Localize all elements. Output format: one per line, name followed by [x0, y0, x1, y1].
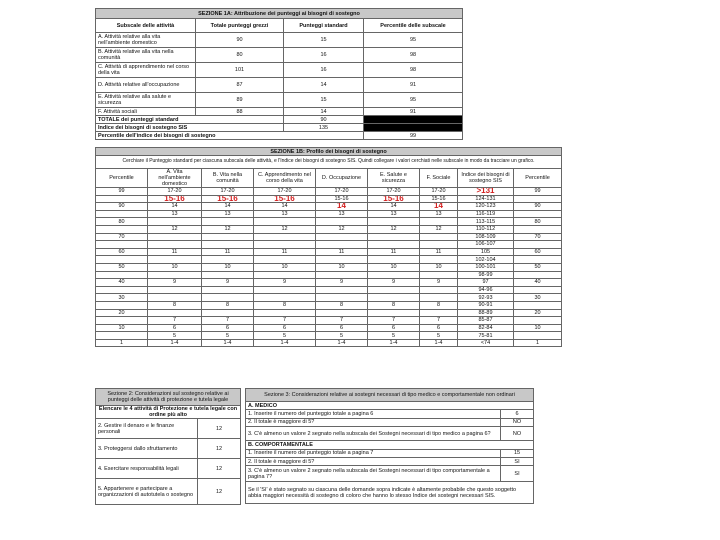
percentile-cell: 90 — [96, 203, 148, 211]
subscale-score-cell: 17-20 — [368, 188, 420, 196]
pct-value: 91 — [364, 78, 463, 93]
subscale-score-cell — [368, 309, 420, 317]
subscale-score-cell: 17-20 — [316, 188, 368, 196]
subscale-score-cell — [254, 286, 316, 294]
comp-a1: 15 — [501, 449, 534, 457]
subscale-score-cell: 14 — [316, 203, 368, 211]
index-value: 135 — [284, 124, 364, 132]
section-2-row-label: 2. Gestire il denaro e le finanze personali — [96, 419, 198, 439]
percentile-cell: 90 — [514, 203, 562, 211]
subscale-score-cell — [148, 256, 202, 264]
subscale-score-cell — [202, 218, 254, 226]
percentile-cell: 40 — [514, 279, 562, 287]
header-b: B. Vita nella comunità — [202, 169, 254, 188]
subscale-score-cell: 15-16 — [368, 195, 420, 203]
subscale-score-cell — [254, 241, 316, 249]
subscale-score-cell — [148, 309, 202, 317]
percentile-value: 99 — [364, 132, 463, 140]
profile-row — [96, 294, 562, 302]
profile-row — [96, 218, 562, 226]
header-d: D. Occupazione — [316, 169, 368, 188]
std-value: 16 — [284, 48, 364, 63]
subscale-score-cell: 17-20 — [420, 188, 458, 196]
pct-value: 91 — [364, 108, 463, 116]
subscale-score-cell: 1-4 — [254, 339, 316, 347]
profile-row — [96, 263, 562, 271]
percentile-cell — [96, 286, 148, 294]
percentile-cell: 99 — [96, 188, 148, 196]
subscale-score-cell: 13 — [148, 210, 202, 218]
subscale-score-cell — [254, 218, 316, 226]
section-2-row-label: 4. Esercitare responsabilità legali — [96, 459, 198, 479]
subscale-score-cell — [368, 241, 420, 249]
raw-value: 89 — [196, 93, 284, 108]
comp-q2: 2. Il totale è maggiore di 5? — [246, 457, 501, 465]
profile-row — [96, 241, 562, 249]
comp-a3: SI — [501, 466, 534, 482]
subscale-score-cell — [316, 294, 368, 302]
row-label: C. Attività di apprendimento nel corso della vita — [96, 63, 196, 78]
percentile-cell: 10 — [96, 324, 148, 332]
profile-row — [96, 203, 562, 211]
subscale-score-cell: 11 — [368, 248, 420, 256]
section-3-note: Se il 'Sì' è stato segnato su ciascuna delle domande sopra indicate è altamente probabile che questo soggetto abbia maggiori necessità di sostegno di coloro che hanno lo stesso Indice dei sostegni necessari SIS. — [246, 482, 534, 504]
subscale-score-cell — [202, 241, 254, 249]
subscale-score-cell — [420, 241, 458, 249]
subscale-score-cell: 14 — [148, 203, 202, 211]
profile-row — [96, 279, 562, 287]
subscale-score-cell: 9 — [420, 279, 458, 287]
subscale-score-cell: 7 — [148, 317, 202, 325]
subscale-score-cell — [368, 256, 420, 264]
index-range-cell: 75-81 — [458, 332, 514, 340]
index-range-cell: 85-87 — [458, 317, 514, 325]
percentile-cell: 60 — [96, 248, 148, 256]
medico-a1: 6 — [501, 410, 534, 418]
subscale-score-cell — [202, 294, 254, 302]
subscale-score-cell: 6 — [254, 324, 316, 332]
index-range-cell: >131 — [458, 188, 514, 196]
subscale-score-cell — [148, 241, 202, 249]
subscale-score-cell — [202, 233, 254, 241]
header-percentile-right: Percentile — [514, 169, 562, 188]
subscale-score-cell: 12 — [316, 225, 368, 233]
subscale-score-cell: 5 — [202, 332, 254, 340]
percentile-cell — [96, 317, 148, 325]
subscale-score-cell: 1-4 — [202, 339, 254, 347]
index-range-cell: 124-131 — [458, 195, 514, 203]
pct-value: 98 — [364, 63, 463, 78]
percentile-cell: 60 — [514, 248, 562, 256]
profile-row — [96, 195, 562, 203]
subscale-score-cell — [368, 233, 420, 241]
profile-row — [96, 225, 562, 233]
percentile-cell: 30 — [514, 294, 562, 302]
index-range-cell: 108-109 — [458, 233, 514, 241]
profile-row — [96, 317, 562, 325]
subscale-score-cell: 6 — [420, 324, 458, 332]
percentile-cell: 50 — [514, 263, 562, 271]
subscale-score-cell: 12 — [368, 225, 420, 233]
subscale-score-cell: 1-4 — [148, 339, 202, 347]
profile-row — [96, 271, 562, 279]
subscale-score-cell: 6 — [316, 324, 368, 332]
percentile-cell — [514, 210, 562, 218]
header-subscale: Subscale delle attività — [96, 19, 196, 33]
index-label: Indice dei bisogni di sostegno SIS — [96, 124, 284, 132]
subscale-score-cell — [420, 218, 458, 226]
section-2-row-label: 5. Appartenere e partecipare a organizzazioni di autotutela o sostegno — [96, 479, 198, 505]
percentile-cell — [96, 271, 148, 279]
subscale-score-cell: 5 — [148, 332, 202, 340]
header-a: A. Vita nell'ambiente domestico — [148, 169, 202, 188]
std-value: 14 — [284, 78, 364, 93]
subscale-score-cell: 8 — [202, 301, 254, 309]
subscale-score-cell: 17-20 — [254, 188, 316, 196]
percentile-cell — [96, 195, 148, 203]
subscale-score-cell: 13 — [202, 210, 254, 218]
header-raw: Totale punteggi grezzi — [196, 19, 284, 33]
section-1b-table — [95, 147, 562, 347]
subscale-score-cell: 10 — [420, 263, 458, 271]
subscale-score-cell: 7 — [254, 317, 316, 325]
subscale-score-cell — [316, 233, 368, 241]
header-c: C. Apprendimento nel corso della vita — [254, 169, 316, 188]
raw-value: 87 — [196, 78, 284, 93]
section-2-subtitle: Elencare le 4 attività di Protezione e tutela legale con ordine più alto — [96, 406, 241, 419]
subscale-score-cell: 5 — [254, 332, 316, 340]
profile-row — [96, 339, 562, 347]
subscale-score-cell: 6 — [148, 324, 202, 332]
percentile-cell — [96, 301, 148, 309]
profile-row — [96, 233, 562, 241]
subscale-score-cell: 8 — [420, 301, 458, 309]
comp-a2: SI — [501, 457, 534, 465]
subscale-score-cell — [254, 256, 316, 264]
subscale-score-cell — [368, 294, 420, 302]
header-e: E. Salute e sicurezza — [368, 169, 420, 188]
subscale-score-cell — [202, 309, 254, 317]
subscale-score-cell — [148, 286, 202, 294]
raw-value: 90 — [196, 33, 284, 48]
subscale-score-cell: 10 — [368, 263, 420, 271]
index-range-cell: 102-104 — [458, 256, 514, 264]
subscale-score-cell — [148, 271, 202, 279]
percentile-cell: 30 — [96, 294, 148, 302]
medico-q3: 3. C'è almeno un valore 2 segnato nella subscala dei Sostegni necessari di tipo medico a pagina 6? — [246, 427, 501, 441]
subscale-score-cell: 10 — [254, 263, 316, 271]
index-range-cell: 92-93 — [458, 294, 514, 302]
index-range-cell: 113-115 — [458, 218, 514, 226]
index-range-cell: 116-119 — [458, 210, 514, 218]
percentile-cell — [514, 271, 562, 279]
index-range-cell: 106-107 — [458, 241, 514, 249]
subscale-score-cell: 9 — [368, 279, 420, 287]
percentile-cell: 1 — [96, 339, 148, 347]
subscale-score-cell — [368, 271, 420, 279]
section-2-row-value: 12 — [198, 479, 241, 505]
section-3-title: Sezione 3: Considerazioni relative ai sostegni necessari di tipo medico e comportamentale non ordinari — [246, 389, 534, 402]
subscale-score-cell: 7 — [368, 317, 420, 325]
subscale-score-cell: 7 — [202, 317, 254, 325]
subscale-score-cell: 15-16 — [316, 195, 368, 203]
profile-row — [96, 332, 562, 340]
profile-row — [96, 324, 562, 332]
subscale-score-cell: 10 — [316, 263, 368, 271]
medico-header: A. MEDICO — [246, 402, 534, 410]
subscale-score-cell: 11 — [148, 248, 202, 256]
subscale-score-cell: 17-20 — [148, 188, 202, 196]
total-label: TOTALE dei punteggi standard — [96, 116, 284, 124]
subscale-score-cell: 12 — [254, 225, 316, 233]
profile-grid-body — [96, 188, 562, 347]
subscale-score-cell: 9 — [148, 279, 202, 287]
subscale-score-cell — [368, 218, 420, 226]
subscale-score-cell: 6 — [202, 324, 254, 332]
subscale-score-cell: 15-16 — [148, 195, 202, 203]
index-range-cell: 90-91 — [458, 301, 514, 309]
percentile-cell — [514, 301, 562, 309]
percentile-cell: 80 — [96, 218, 148, 226]
percentile-cell: 70 — [514, 233, 562, 241]
index-range-cell: 88-89 — [458, 309, 514, 317]
percentile-cell — [96, 332, 148, 340]
subscale-score-cell: 6 — [368, 324, 420, 332]
percentile-cell — [514, 332, 562, 340]
header-pct: Percentile delle subscale — [364, 19, 463, 33]
percentile-cell: 1 — [514, 339, 562, 347]
subscale-score-cell: 14 — [420, 203, 458, 211]
row-label: B. Attività relative alla vita nella comunità — [96, 48, 196, 63]
profile-row — [96, 256, 562, 264]
subscale-score-cell — [420, 309, 458, 317]
index-range-cell: 110-112 — [458, 225, 514, 233]
subscale-score-cell: 14 — [202, 203, 254, 211]
subscale-score-cell: 15-16 — [420, 195, 458, 203]
percentile-cell — [514, 317, 562, 325]
comp-q3: 3. C'è almeno un valore 2 segnato nella subscala dei Sostegni necessari di tipo comportamentale a pagina 7? — [246, 466, 501, 482]
profile-row — [96, 210, 562, 218]
index-range-cell: 94-96 — [458, 286, 514, 294]
percentile-cell: 40 — [96, 279, 148, 287]
index-range-cell: 98-99 — [458, 271, 514, 279]
raw-value: 101 — [196, 63, 284, 78]
subscale-score-cell — [254, 309, 316, 317]
header-index: Indice dei bisogni di sostegno SIS — [458, 169, 514, 188]
index-range-cell: 100-101 — [458, 263, 514, 271]
pct-value: 95 — [364, 33, 463, 48]
index-range-cell: 105 — [458, 248, 514, 256]
subscale-score-cell: 8 — [148, 301, 202, 309]
total-value: 90 — [284, 116, 364, 124]
subscale-score-cell: 5 — [368, 332, 420, 340]
row-label: F. Attività sociali — [96, 108, 196, 116]
subscale-score-cell: 5 — [316, 332, 368, 340]
row-label: D. Attività relative all'occupazione — [96, 78, 196, 93]
subscale-score-cell: 12 — [202, 225, 254, 233]
medico-a3: NO — [501, 427, 534, 441]
index-range-cell: 82-84 — [458, 324, 514, 332]
percentile-cell — [514, 225, 562, 233]
subscale-score-cell: 15-16 — [202, 195, 254, 203]
subscale-score-cell — [420, 294, 458, 302]
subscale-score-cell: 8 — [316, 301, 368, 309]
subscale-score-cell — [420, 286, 458, 294]
subscale-score-cell — [254, 233, 316, 241]
subscale-score-cell: 12 — [420, 225, 458, 233]
section-2-row-value: 12 — [198, 459, 241, 479]
subscale-score-cell: 1-4 — [368, 339, 420, 347]
subscale-score-cell: 17-20 — [202, 188, 254, 196]
percentile-cell: 20 — [514, 309, 562, 317]
comp-header: B. COMPORTAMENTALE — [246, 441, 534, 449]
percentile-cell: 20 — [96, 309, 148, 317]
blacked-cell — [364, 124, 463, 132]
subscale-score-cell: 5 — [420, 332, 458, 340]
subscale-score-cell — [420, 271, 458, 279]
subscale-score-cell — [420, 233, 458, 241]
subscale-score-cell — [148, 294, 202, 302]
percentile-label: Percentile dell'indice dei bisogni di sostegno — [96, 132, 364, 140]
subscale-score-cell: 13 — [420, 210, 458, 218]
subscale-score-cell: 13 — [368, 210, 420, 218]
percentile-cell: 80 — [514, 218, 562, 226]
index-range-cell: <74 — [458, 339, 514, 347]
row-label: E. Attività relative alla salute e sicurezza — [96, 93, 196, 108]
subscale-score-cell: 11 — [254, 248, 316, 256]
subscale-score-cell: 10 — [202, 263, 254, 271]
profile-row — [96, 286, 562, 294]
subscale-score-cell: 15-16 — [254, 195, 316, 203]
subscale-score-cell: 11 — [316, 248, 368, 256]
std-value: 14 — [284, 108, 364, 116]
subscale-score-cell: 11 — [202, 248, 254, 256]
subscale-score-cell: 14 — [368, 203, 420, 211]
subscale-score-cell: 7 — [316, 317, 368, 325]
percentile-cell — [514, 241, 562, 249]
percentile-cell: 10 — [514, 324, 562, 332]
comp-q1: 1. Inserire il numero del punteggio totale a pagina 7 — [246, 449, 501, 457]
subscale-score-cell: 9 — [316, 279, 368, 287]
subscale-score-cell — [202, 271, 254, 279]
profile-row — [96, 301, 562, 309]
percentile-cell: 99 — [514, 188, 562, 196]
section-2-title: Sezione 2: Considerazioni sul sostegno relative ai punteggi delle attività di protezione e tutela legale — [96, 389, 241, 406]
subscale-score-cell: 9 — [254, 279, 316, 287]
subscale-score-cell — [202, 286, 254, 294]
subscale-score-cell — [316, 286, 368, 294]
profile-row — [96, 188, 562, 196]
percentile-cell — [514, 195, 562, 203]
subscale-score-cell: 8 — [368, 301, 420, 309]
section-1a-table — [95, 8, 463, 140]
subscale-score-cell: 13 — [316, 210, 368, 218]
subscale-score-cell — [254, 271, 316, 279]
subscale-score-cell — [316, 218, 368, 226]
subscale-score-cell — [202, 256, 254, 264]
subscale-score-cell: 1-4 — [420, 339, 458, 347]
medico-q1: 1. Inserire il numero del punteggio totale a pagina 6 — [246, 410, 501, 418]
subscale-score-cell — [316, 256, 368, 264]
subscale-score-cell — [254, 294, 316, 302]
pct-value: 98 — [364, 48, 463, 63]
subscale-score-cell: 13 — [254, 210, 316, 218]
percentile-cell — [96, 256, 148, 264]
subscale-score-cell: 12 — [148, 225, 202, 233]
header-std: Punteggi standard — [284, 19, 364, 33]
subscale-score-cell — [368, 286, 420, 294]
percentile-cell — [96, 210, 148, 218]
raw-value: 88 — [196, 108, 284, 116]
pct-value: 95 — [364, 93, 463, 108]
subscale-score-cell: 9 — [202, 279, 254, 287]
percentile-cell — [514, 256, 562, 264]
header-percentile-left: Percentile — [96, 169, 148, 188]
section-1b-title: SEZIONE 1B: Profilo dei bisogni di sostegno — [96, 148, 562, 156]
section-1a-title: SEZIONE 1A: Attribuzione dei punteggi ai bisogni di sostegno — [96, 9, 463, 19]
section-2-row-value: 12 — [198, 439, 241, 459]
subscale-score-cell: 14 — [254, 203, 316, 211]
subscale-score-cell — [316, 241, 368, 249]
subscale-score-cell: 7 — [420, 317, 458, 325]
subscale-score-cell: 10 — [148, 263, 202, 271]
subscale-score-cell — [316, 309, 368, 317]
raw-value: 80 — [196, 48, 284, 63]
profile-row — [96, 309, 562, 317]
percentile-cell — [96, 241, 148, 249]
subscale-score-cell: 1-4 — [316, 339, 368, 347]
index-range-cell: 120-123 — [458, 203, 514, 211]
subscale-score-cell — [148, 233, 202, 241]
subscale-score-cell — [420, 256, 458, 264]
section-3-table — [245, 388, 534, 504]
percentile-cell — [514, 286, 562, 294]
section-2-row-label: 3. Proteggersi dallo sfruttamento — [96, 439, 198, 459]
medico-a2: NO — [501, 418, 534, 426]
section-2-table — [95, 388, 241, 505]
row-label: A. Attività relative alla vita nell'ambiente domestico — [96, 33, 196, 48]
index-range-cell: 97 — [458, 279, 514, 287]
section-2-row-value: 12 — [198, 419, 241, 439]
medico-q2: 2. Il totale è maggiore di 5? — [246, 418, 501, 426]
header-f: F. Sociale — [420, 169, 458, 188]
profile-row — [96, 248, 562, 256]
section-1b-intro: Cerchiare il Punteggio standard per ciascuna subscala delle attività, e l'Indice dei bisogni di sostegno SIS. Quindi collegare i valori cerchiati nelle subscale in modo da tracciare un grafico. — [96, 156, 562, 169]
subscale-score-cell — [148, 218, 202, 226]
std-value: 16 — [284, 63, 364, 78]
subscale-score-cell: 8 — [254, 301, 316, 309]
subscale-score-cell — [316, 271, 368, 279]
percentile-cell: 70 — [96, 233, 148, 241]
percentile-cell — [96, 225, 148, 233]
percentile-cell: 50 — [96, 263, 148, 271]
std-value: 15 — [284, 93, 364, 108]
blacked-cell — [364, 116, 463, 124]
std-value: 15 — [284, 33, 364, 48]
subscale-score-cell: 11 — [420, 248, 458, 256]
